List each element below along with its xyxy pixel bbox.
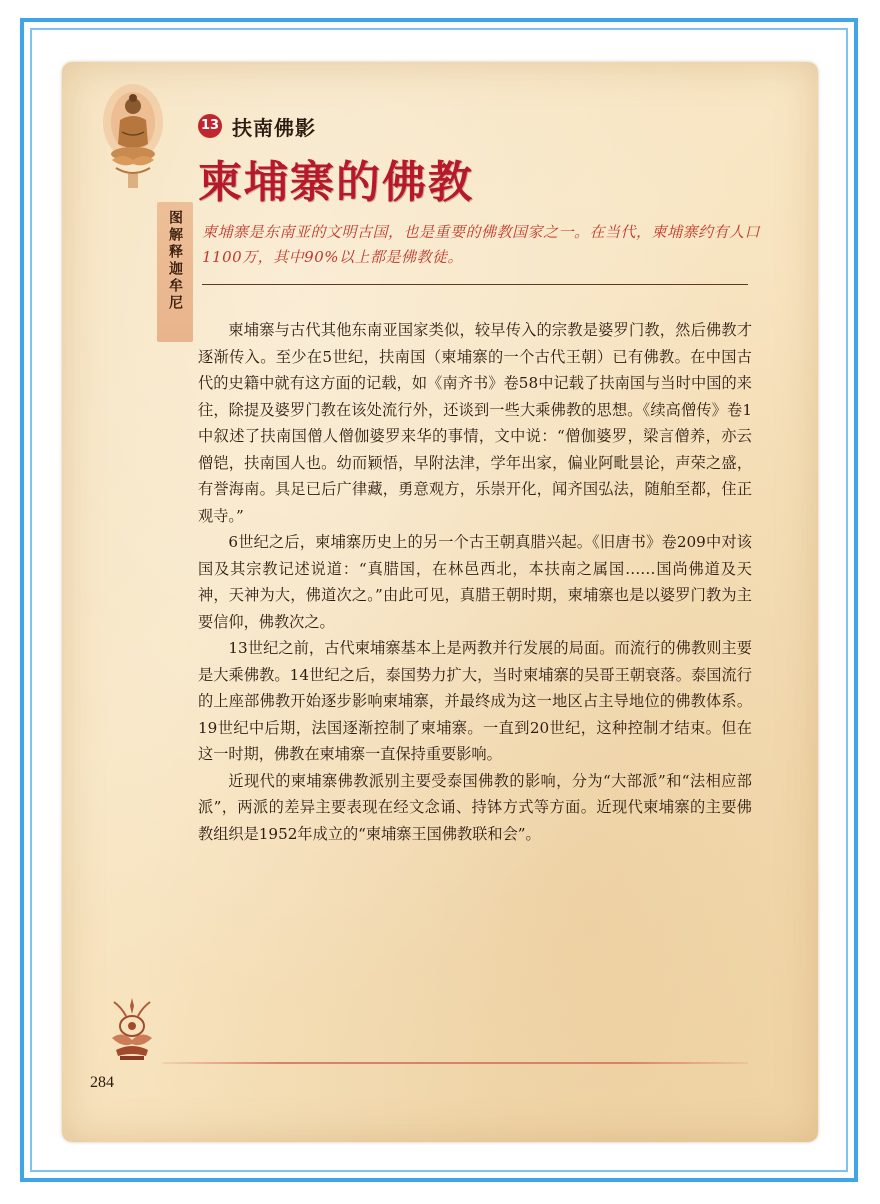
footer-divider [162, 1062, 748, 1064]
divider [202, 284, 748, 285]
series-title: 图解释迦牟尼 [167, 210, 183, 312]
page-number: 284 [90, 1074, 114, 1091]
body-paragraph: 6世纪之后，柬埔寨历史上的另一个古王朝真腊兴起。《旧唐书》卷209中对该国及其宗教记述说道：“真腊国，在林邑西北，本扶南之属国……国尚佛道及天神，天神为大，佛道次之。”由此可见，真腊王朝时期，柬埔寨也是以婆罗门教为主要信仰，佛教次之。 [198, 533, 752, 631]
body-paragraph: 柬埔寨与古代其他东南亚国家类似，较早传入的宗教是婆罗门教，然后佛教才逐渐传入。至少在5世纪，扶南国（柬埔寨的一个古代王朝）已有佛教。在中国古代的史籍中就有这方面的记载，如《南齐书》卷58中记载了扶南国与当时中国的来往，除提及婆罗门教在该处流行外，还谈到一些大乘佛教的思想。《续高僧传》卷1中叙述了扶南国僧人僧伽婆罗来华的事情，文中说：“僧伽婆罗，梁言僧养，亦云僧铠，扶南国人也。幼而颖悟，早附法津，学年出家，偏业阿毗昙论，声荣之盛，有誉海南。具足已后广律藏，勇意观方，乐崇开化，闻齐国弘法，随舶至都，住正观寺。” [198, 321, 752, 525]
buddha-figure-icon [102, 82, 164, 192]
section-number-badge: 13 [198, 114, 222, 138]
body-paragraph: 13世纪之前，古代柬埔寨基本上是两教并行发展的局面。而流行的佛教则主要是大乘佛教。14世纪之后，泰国势力扩大，当时柬埔寨的吴哥王朝衰落。泰国流行的上座部佛教开始逐步影响柬埔寨，并最终成为这一地区占主导地位的佛教体系。19世纪中后期，法国逐渐控制了柬埔寨。一直到20世纪，这种控制才结束。但在这一时期，佛教在柬埔寨一直保持重要影响。 [198, 639, 752, 763]
sidebar [102, 82, 183, 322]
intro-summary: 柬埔寨是东南亚的文明古国，也是重要的佛教国家之一。在当代，柬埔寨约有人口1100万，其中90%以上都是佛教徒。 [202, 223, 761, 266]
body-paragraph: 近现代的柬埔寨佛教派别主要受泰国佛教的影响，分为“大部派”和“法相应部派”，两派的差异主要表现在经文念诵、持钵方式等方面。近现代柬埔寨的主要佛教组织是1952年成立的“柬埔寨王国佛教联和会”。 [198, 771, 752, 843]
section-title: 扶南佛影 [232, 116, 316, 140]
article-body [198, 317, 752, 847]
lotus-ornament-icon [106, 994, 158, 1064]
page-title: 柬埔寨的佛教 [198, 157, 474, 208]
series-title-band [157, 202, 193, 342]
book-page [62, 62, 818, 1142]
